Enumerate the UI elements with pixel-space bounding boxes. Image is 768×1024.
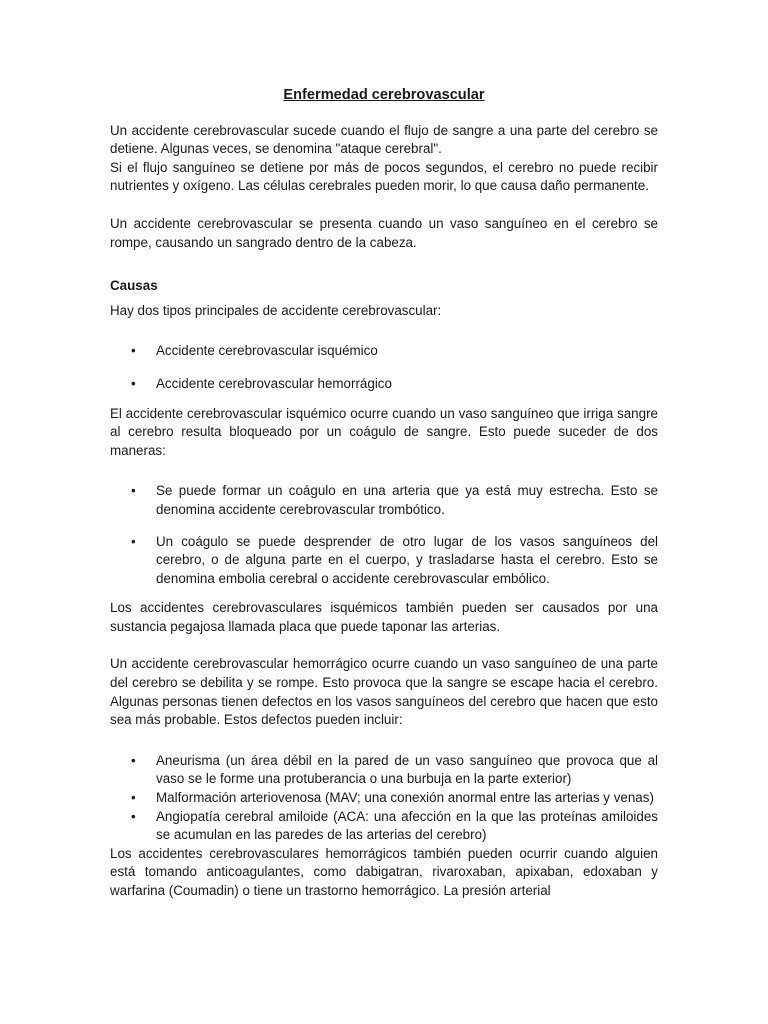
- list-item-text: Angiopatía cerebral amiloide (ACA: una afección en la que las proteínas amiloides se acumulan en las paredes de las arterias del cerebro): [156, 808, 658, 843]
- intro-paragraph-1: Un accidente cerebrovascular sucede cuando el flujo de sangre a una parte del cerebro se detiene. Algunas veces, se denomina "ataque cerebral".: [110, 122, 658, 157]
- plaque-paragraph: Los accidentes cerebrovasculares isquémicos también pueden ser causados por una sustancia pegajosa llamada placa que puede taponar las arterias.: [110, 600, 658, 634]
- stroke-types-list: [110, 342, 658, 393]
- bullet-icon: •: [131, 790, 136, 806]
- document-page: [110, 86, 658, 901]
- list-item: [110, 808, 658, 845]
- spacer: [110, 730, 658, 752]
- spacer: [110, 636, 658, 655]
- list-item-text: Aneurisma (un área débil en la pared de un vaso sanguíneo que provoca que al vaso se le forme una protuberancia o una burbuja en la parte exterior): [156, 752, 658, 787]
- final-paragraph: Los accidentes cerebrovasculares hemorrágicos también pueden ocurrir cuando alguien está tomando anticoagulantes, como dabigatran, rivaroxaban, apixaban, edoxaban y warfarina (Coumadin) o tiene un trastorno hemorrágico. La presión arterial: [110, 845, 658, 898]
- spacer: [110, 320, 658, 342]
- spacer: [110, 460, 658, 482]
- bullet-icon: •: [131, 343, 136, 359]
- list-item-text: Accidente cerebrovascular hemorrágico: [156, 375, 392, 391]
- bullet-icon: •: [131, 483, 136, 499]
- list-item-text: Accidente cerebrovascular isquémico: [156, 343, 378, 359]
- defects-list: [110, 752, 658, 845]
- spacer: [110, 196, 658, 215]
- list-item: [110, 533, 658, 589]
- ischemic-paragraph: El accidente cerebrovascular isquémico ocurre cuando un vaso sanguíneo que irriga sangre al cerebro resulta bloqueado por un coágulo de sangre. Esto puede suceder de dos maneras:: [110, 405, 658, 458]
- bullet-icon: •: [131, 533, 136, 549]
- bullet-icon: •: [131, 375, 136, 391]
- list-item: [110, 482, 658, 519]
- list-item: [110, 752, 658, 789]
- list-item: [110, 375, 658, 394]
- intro-paragraph-3: Un accidente cerebrovascular se presenta cuando un vaso sanguíneo en el cerebro se rompe, causando un sangrado dentro de la cabeza.: [110, 215, 658, 250]
- bullet-icon: •: [131, 752, 136, 768]
- list-item-text: Malformación arteriovenosa (MAV; una conexión anormal entre las arterias y venas): [156, 790, 654, 806]
- ischemic-ways-list: [110, 482, 658, 588]
- hemorrhagic-paragraph: Un accidente cerebrovascular hemorrágico ocurre cuando un vaso sanguíneo de una parte del cerebro se debilita y se rompe. Esto provoca que la sangre se escape hacia el cerebro. Algunas personas tienen defectos en los vasos sanguíneos del cerebro que hacen que esto sea más probable. Estos defectos pueden incluir:: [110, 656, 658, 728]
- spacer: [110, 588, 658, 599]
- list-item-text: Un coágulo se puede desprender de otro lugar de los vasos sanguíneos del cerebro, o de alguna parte en el cuerpo, y trasladarse hasta el cerebro. Esto se denomina embolia cerebral o accidente cerebrovascular embólico.: [156, 533, 658, 586]
- spacer: [110, 394, 658, 405]
- causes-heading: Causas: [110, 278, 158, 294]
- list-item: [110, 342, 658, 361]
- causes-intro: Hay dos tipos principales de accidente cerebrovascular:: [110, 302, 442, 318]
- list-item-text: Se puede formar un coágulo en una arteria que ya está muy estrecha. Esto se denomina accidente cerebrovascular trombótico.: [156, 483, 658, 517]
- spacer: [110, 252, 658, 277]
- bullet-icon: •: [131, 808, 136, 824]
- intro-paragraph-2: Si el flujo sanguíneo se detiene por más de pocos segundos, el cerebro no puede recibir nutrientes y oxígeno. Las células cerebrales pueden morir, lo que causa daño permanente.: [110, 159, 658, 194]
- document-title: Enfermedad cerebrovascular: [283, 87, 485, 103]
- list-item: [110, 789, 658, 808]
